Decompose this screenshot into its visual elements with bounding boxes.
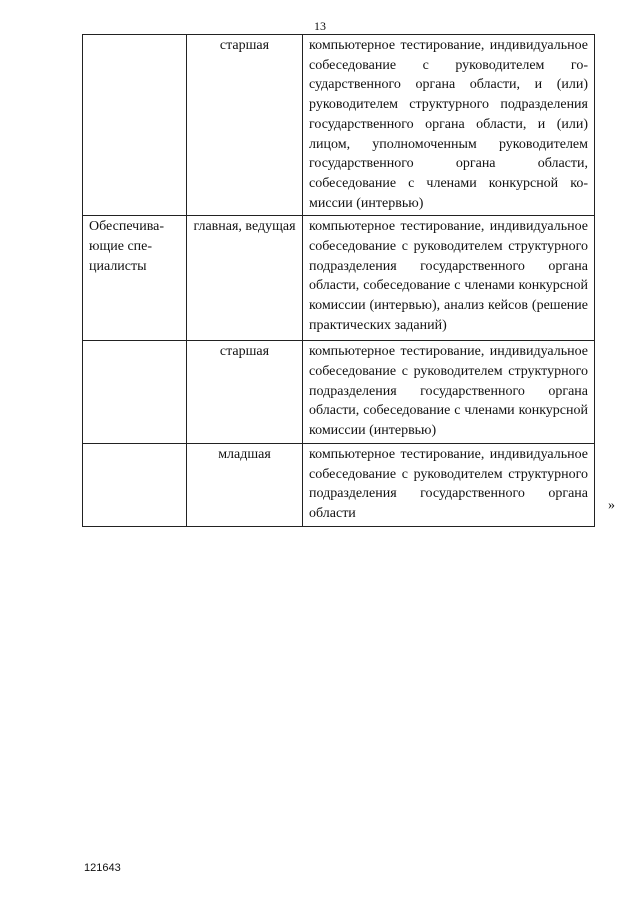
table-row xyxy=(83,443,595,526)
group-cell: главная, ведущая xyxy=(187,216,303,341)
group-cell: старшая xyxy=(187,35,303,216)
requirements-cell: компьютерное тестирование, индивидуальное собеседование с руководителем структурного подразделения государственного органа области, собеседование с членами конкурсной комиссии (интервью) xyxy=(303,341,595,444)
requirements-cell: компьютерное тестирование, индивидуальное собеседование с руководителем государственного органа области, и (или) руководителем структурного подразделения государственного органа области, и (или) лицом, уполномоченным руководителем государственного органа области, собеседование с членами конкурсной комиссии (интервью) xyxy=(303,35,595,216)
closing-quote: » xyxy=(608,498,615,513)
requirements-cell: компьютерное тестирование, индивидуальное собеседование с руководителем структурного подразделения государственного органа области, собеседование с членами конкурсной комиссии (интервью), анализ кейсов (решение практических заданий) xyxy=(303,216,595,341)
category-cell xyxy=(83,443,187,526)
category-cell xyxy=(83,341,187,444)
group-cell: младшая xyxy=(187,443,303,526)
group-cell: старшая xyxy=(187,341,303,444)
category-cell: Обеспечивающие специалисты xyxy=(83,216,187,341)
table-row xyxy=(83,341,595,444)
table-row xyxy=(83,216,595,341)
category-cell xyxy=(83,35,187,216)
document-code: 121643 xyxy=(84,862,121,874)
requirements-cell: компьютерное тестирование, индивидуальное собеседование с руководителем структурного подразделения государственного органа области xyxy=(303,443,595,526)
table-row xyxy=(83,35,595,216)
requirements-table xyxy=(82,34,595,527)
page-number: 13 xyxy=(314,19,326,33)
